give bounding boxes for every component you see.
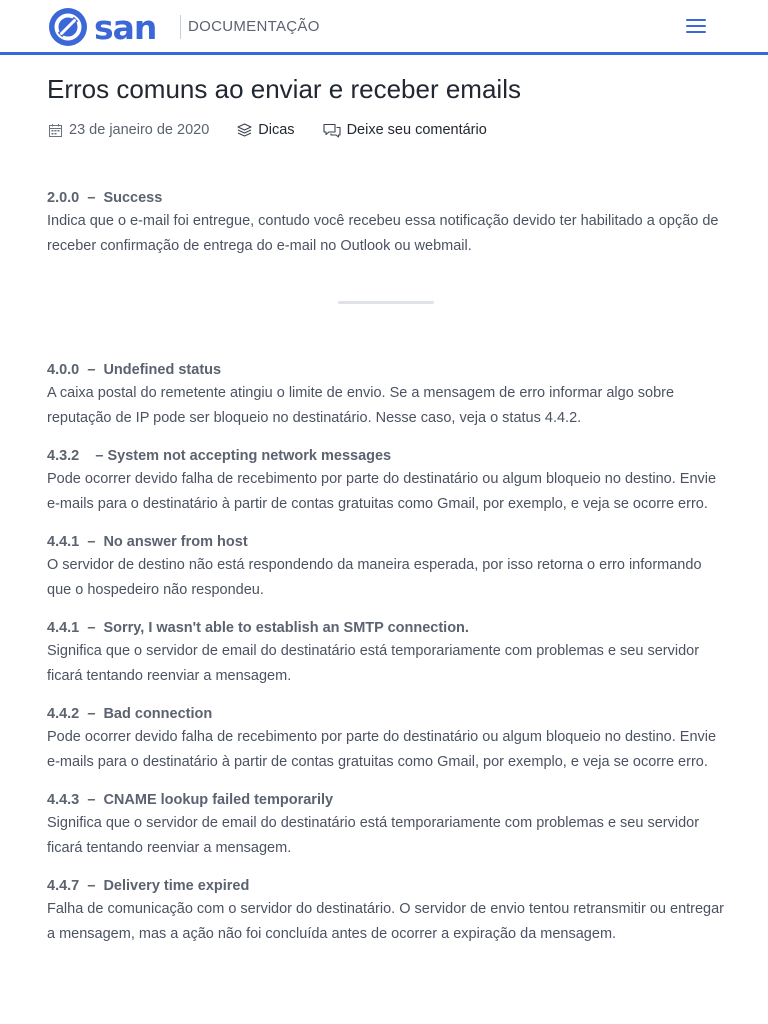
error-sep: – xyxy=(87,878,96,894)
error-heading xyxy=(47,617,727,639)
calendar-icon xyxy=(48,123,63,138)
leave-comment-link[interactable]: Deixe seu comentário xyxy=(346,122,487,138)
error-name: CNAME lookup failed temporarily xyxy=(103,792,334,808)
error-code: 4.4.1 xyxy=(47,620,80,636)
error-entry xyxy=(47,445,727,517)
error-description: Indica que o e-mail foi entregue, contudo você recebeu essa notificação devido ter habilitado a opção de receber confirmação de entrega do e-mail no Outlook ou webmail. xyxy=(47,213,719,254)
error-list xyxy=(47,359,727,947)
comments-icon xyxy=(323,123,341,138)
error-entry xyxy=(47,359,727,431)
error-name: No answer from host xyxy=(103,534,248,550)
error-description: Significa que o servidor de email do destinatário está temporariamente com problemas e seu servidor ficará tentando reenviar a mensagem. xyxy=(47,815,700,856)
error-entry xyxy=(47,789,727,861)
error-entry xyxy=(47,617,727,689)
error-heading xyxy=(47,531,727,553)
logo-wordmark: san xyxy=(94,7,157,47)
error-description: Falha de comunicação com o servidor do destinatário. O servidor de envio tentou retransmitir ou entregar a mensagem, mas a ação não foi concluída antes de ocorrer a expiração da mensagem. xyxy=(47,901,725,942)
layers-icon xyxy=(237,123,252,137)
post-meta xyxy=(48,120,515,140)
error-sep: – xyxy=(87,792,96,808)
page-title: Erros comuns ao enviar e receber emails xyxy=(47,74,521,104)
post-category xyxy=(237,122,294,138)
hamburger-menu-icon[interactable] xyxy=(686,18,706,34)
error-heading xyxy=(47,359,727,381)
error-code: 4.3.2 xyxy=(47,448,80,464)
error-description: Significa que o servidor de email do destinatário está temporariamente com problemas e seu servidor ficará tentando reenviar a mensagem. xyxy=(47,643,700,684)
error-entry xyxy=(47,875,727,947)
post-comments xyxy=(323,122,487,138)
error-description: Pode ocorrer devido falha de recebimento por parte do destinatário ou algum bloqueio no destino. Envie e-mails para o destinatário à partir de contas gratuitas como Gmail, por exemplo, e veja se ocorre erro. xyxy=(47,729,717,770)
error-heading xyxy=(47,187,727,209)
error-code: 4.4.2 xyxy=(47,706,80,722)
error-name: Delivery time expired xyxy=(103,878,250,894)
error-sep: – xyxy=(87,534,96,550)
error-heading xyxy=(47,875,727,897)
error-heading xyxy=(47,445,727,467)
error-sep: – xyxy=(87,190,96,206)
error-entry xyxy=(47,531,727,603)
error-code: 4.0.0 xyxy=(47,362,80,378)
error-entry xyxy=(47,187,727,259)
error-name: Bad connection xyxy=(103,706,213,722)
error-heading xyxy=(47,789,727,811)
error-sep: – xyxy=(87,620,96,636)
error-name: Undefined status xyxy=(103,362,222,378)
error-entry xyxy=(47,703,727,775)
error-code: 4.4.3 xyxy=(47,792,80,808)
post-date xyxy=(48,122,209,138)
error-sep: – xyxy=(87,362,96,378)
error-code: 2.0.0 xyxy=(47,190,80,206)
error-name: Success xyxy=(103,190,163,206)
top-navbar xyxy=(0,0,768,55)
docs-link[interactable]: DOCUMENTAÇÃO xyxy=(188,18,320,35)
error-description: Pode ocorrer devido falha de recebimento por parte do destinatário ou algum bloqueio no destino. Envie e-mails para o destinatário à partir de contas gratuitas como Gmail, por exemplo, e veja se ocorre erro. xyxy=(47,471,717,512)
section-divider xyxy=(338,301,434,304)
error-heading xyxy=(47,703,727,725)
error-sep: – System not accepting network messages xyxy=(95,448,392,464)
error-sep: – xyxy=(87,706,96,722)
category-link[interactable]: Dicas xyxy=(258,122,295,138)
san-logo-link[interactable] xyxy=(47,5,156,49)
san-logo-icon xyxy=(47,6,89,48)
error-description: O servidor de destino não está respondendo da maneira esperada, por isso retorna o erro informando que o hospedeiro não respondeu. xyxy=(47,557,702,598)
error-description: A caixa postal do remetente atingiu o limite de envio. Se a mensagem de erro informar algo sobre reputação de IP pode ser bloqueio no destinatário. Nesse caso, veja o status 4.4.2. xyxy=(47,385,675,426)
header-divider xyxy=(180,15,181,39)
error-name: Sorry, I wasn't able to establish an SMTP connection. xyxy=(103,620,469,636)
error-code: 4.4.7 xyxy=(47,878,80,894)
post-date-text: 23 de janeiro de 2020 xyxy=(69,122,210,138)
article-content xyxy=(47,187,727,961)
error-code: 4.4.1 xyxy=(47,534,80,550)
